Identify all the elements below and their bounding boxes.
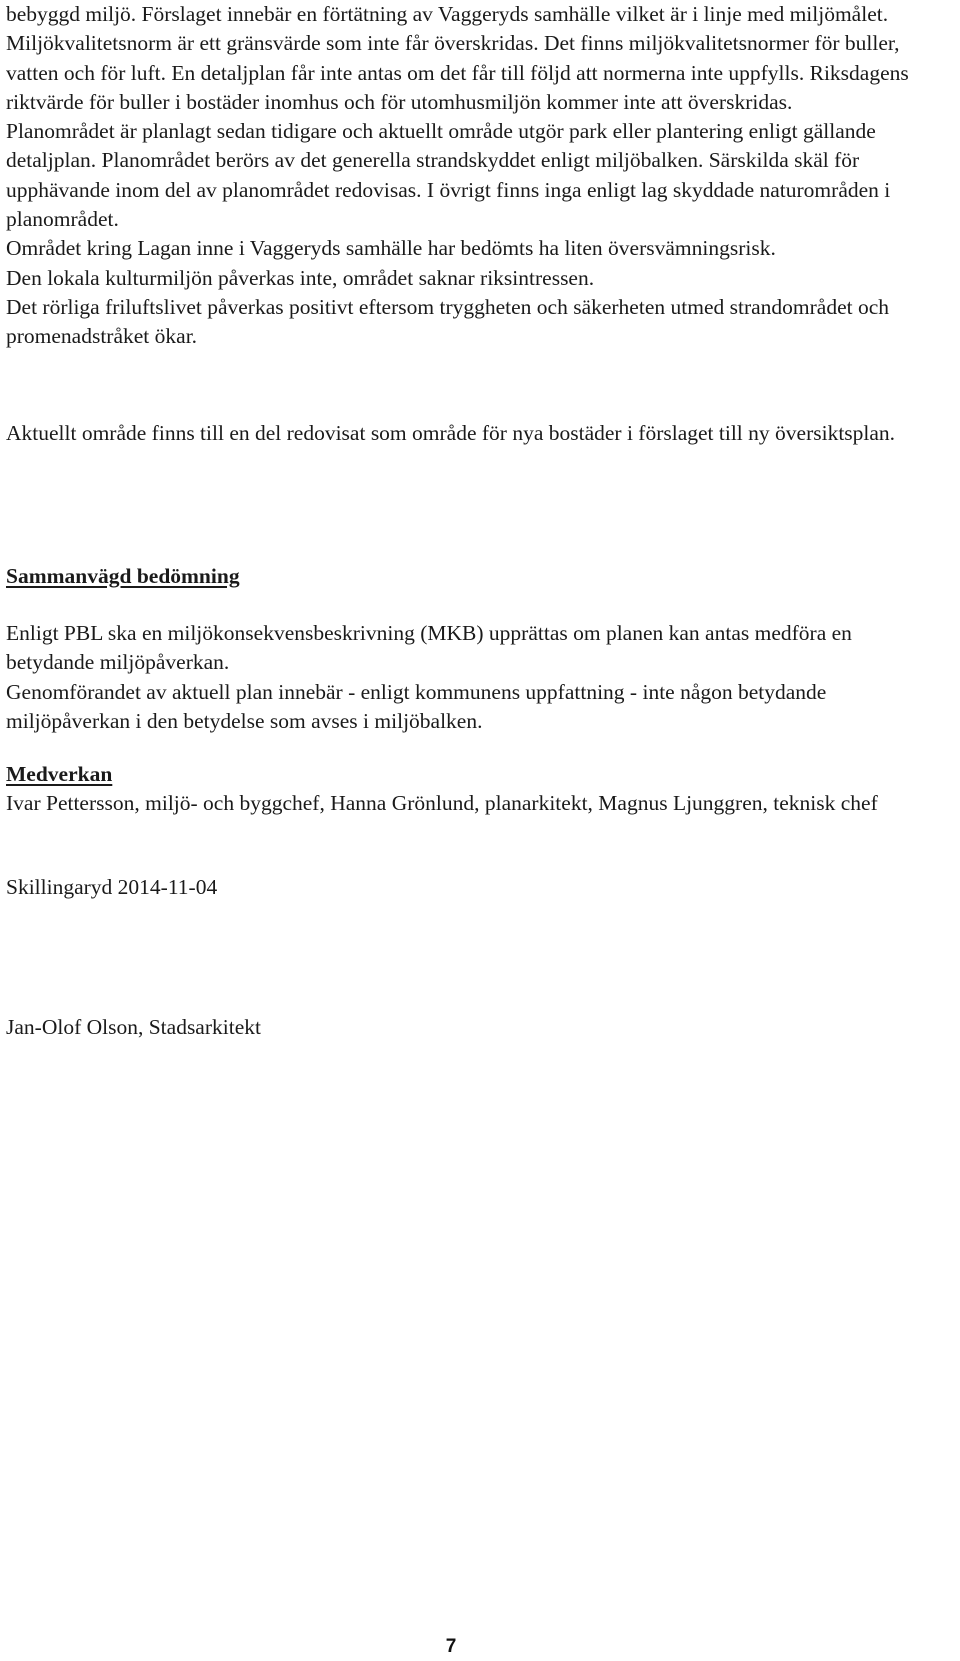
paragraph-kulturmiljo: Den lokala kulturmiljön påverkas inte, området saknar riksintressen. (6, 265, 595, 290)
place-date-block (6, 873, 941, 902)
oversiktsplan-block (6, 419, 941, 448)
paragraph-genomforandet: Genomförandet av aktuell plan innebär - enligt kommunens uppfattning - inte någon betydande miljöpåverkan i den betydelse som avses i miljöbalken. (6, 679, 827, 733)
medverkan-section (6, 760, 941, 818)
paragraph-oversiktsplan: Aktuellt område finns till en del redovisat som område för nya bostäder i förslaget till ny översiktsplan. (6, 421, 896, 445)
paragraph-friluftsliv: Det rörliga friluftslivet påverkas positivt eftersom tryggheten och säkerheten utmed strandområdet och promenadstråket ökar. (6, 294, 890, 349)
paragraph-oversvamningsrisk: Området kring Lagan inne i Vaggeryds samhälle har bedömts ha liten översvämningsrisk. (6, 236, 776, 261)
sammanvagd-body (6, 619, 941, 736)
section-heading-medverkan (6, 760, 941, 789)
signatory: Jan-Olof Olson, Stadsarkitekt (6, 1015, 261, 1039)
sammanvagd-section (6, 562, 941, 591)
paragraph-medverkan: Ivar Pettersson, miljö- och byggchef, Hanna Grönlund, planarkitekt, Magnus Ljunggren, teknisk chef (6, 791, 878, 815)
paragraph-miljokvalitetsnorm: Miljökvalitetsnorm är ett gränsvärde som inte får överskridas. Det finns miljökvalitetsnormer för buller, vatten och för luft. En detaljplan får inte antas om det får till följd att normerna inte uppfylls. Riksdagens riktvärde för buller i bostäder inomhus och för utomhusmiljön kommer inte att överskridas. (6, 31, 909, 114)
document-body-top (6, 0, 941, 352)
medverkan-heading-text: Medverkan (6, 762, 113, 786)
place-date: Skillingaryd 2014-11-04 (6, 875, 218, 899)
paragraph-miljomal: bebyggd miljö. Förslaget innebär en förtätning av Vaggeryds samhälle vilket är i linje med miljömålet. (6, 2, 889, 26)
page-number: 7 (445, 1636, 457, 1657)
paragraph-mkb: Enligt PBL ska en miljökonsekvensbeskrivning (MKB) upprättas om planen kan antas medföra en betydande miljöpåverkan. (6, 621, 852, 675)
paragraph-planomradet: Planområdet är planlagt sedan tidigare och aktuellt område utgör park eller plantering enligt gällande detaljplan. Planområdet berörs av det generella strandskyddet enligt miljöbalken. Särskilda skäl för upphävande inom del av planområdet redovisas. I övrigt finns inga enligt lag skyddade naturområden i planområdet. (6, 119, 891, 232)
signature-block (6, 1013, 941, 1042)
section-heading-sammanvagd: Sammanvägd bedömning (6, 564, 240, 588)
